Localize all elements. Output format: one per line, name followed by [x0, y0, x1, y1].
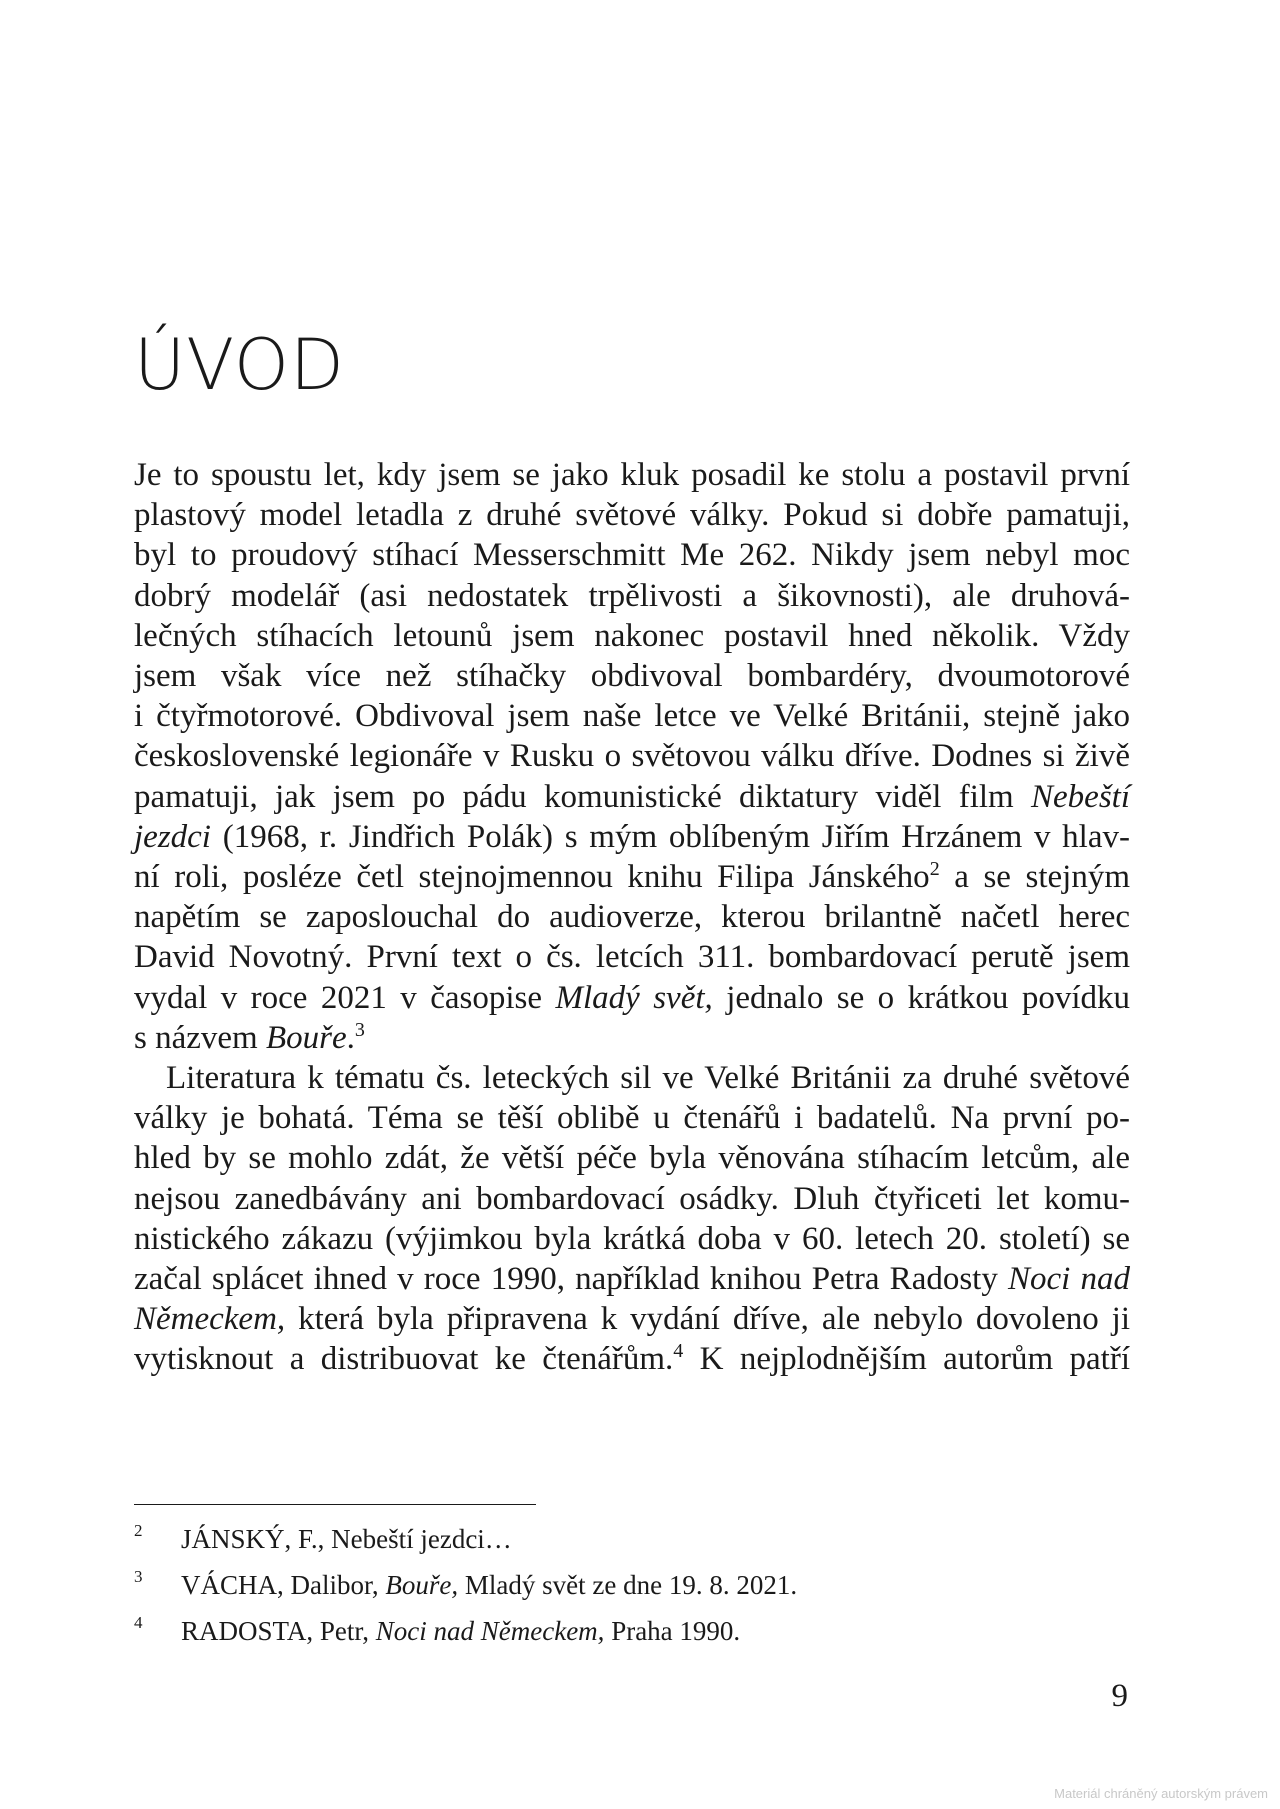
text-run: vydal v roce 2021 v časopise — [134, 979, 556, 1016]
text-line — [134, 1098, 1130, 1138]
text-run: K nejplodnějším autorům patří — [683, 1341, 1130, 1378]
text-run: dobrý modelář (asi nedostatek trpělivosti a šikovnosti), ale druhová- — [134, 577, 1130, 614]
footnote — [134, 1516, 1130, 1562]
text-line — [134, 1259, 1130, 1299]
text-line — [134, 1179, 1130, 1219]
text-run: hled by se mohlo zdát, že větší péče byla věnována stíhacím letcům, ale — [134, 1140, 1130, 1177]
text-run: nejsou zanedbávány ani bombardovací osádky. Dluh čtyřiceti let komu- — [134, 1180, 1130, 1217]
text-line — [134, 696, 1130, 736]
page-number: 9 — [1111, 1678, 1128, 1714]
text-run: lečných stíhacích letounů jsem nakonec postavil hned několik. Vždy — [134, 617, 1130, 654]
text-run: Literatura k tématu čs. leteckých sil ve Velké Británii za druhé světové — [166, 1060, 1130, 1097]
text-run: války je bohatá. Téma se těší oblibě u čtenářů i badatelů. Na první po- — [134, 1100, 1130, 1137]
text-run: pamatuji, jak jsem po pádu komunistické diktatury viděl film — [134, 778, 1032, 815]
text-line — [134, 937, 1130, 977]
text-line — [134, 1339, 1130, 1379]
text-line — [134, 1299, 1130, 1339]
footnote-number: 3 — [134, 1567, 143, 1586]
text-line — [134, 535, 1130, 575]
paragraph — [134, 1058, 1130, 1380]
text-run: která byla připravena k vydání dříve, ale nebylo dovoleno ji — [285, 1301, 1130, 1338]
text-run: VÁCHA, Dalibor, — [181, 1570, 386, 1600]
footnote-reference: 3 — [354, 1018, 365, 1041]
text-line — [134, 817, 1130, 857]
text-run: byl to proudový stíhací Messerschmitt Me 262. Nikdy jsem nebyl moc — [134, 537, 1130, 574]
text-run: Mladý svět ze dne 19. 8. 2021. — [458, 1570, 798, 1600]
footnote-number: 4 — [134, 1613, 143, 1632]
footnote — [134, 1562, 1130, 1608]
copyright-watermark: Materiál chráněný autorským právem — [1054, 1786, 1268, 1801]
text-line — [134, 897, 1130, 937]
text-run: napětím se zaposlouchal do audioverze, kterou brilantně načetl herec — [134, 899, 1130, 936]
text-line — [134, 576, 1130, 616]
text-run: RADOSTA, Petr, — [181, 1616, 376, 1646]
text-line — [134, 1058, 1130, 1098]
text-run: nistického zákazu (výjimkou byla krátká doba v 60. letech 20. století) se — [134, 1220, 1130, 1257]
text-line — [134, 1018, 1130, 1058]
footnote-reference: 4 — [673, 1340, 684, 1363]
footnote-reference: 2 — [929, 858, 940, 881]
paragraph — [134, 455, 1130, 1058]
text-run: i čtyřmotorové. Obdivoval jsem naše letce ve Velké Británii, stejně jako — [134, 698, 1130, 735]
italic-text: jezdci — [134, 818, 211, 855]
italic-text: Noci nad — [1008, 1261, 1130, 1298]
text-run: vytisknout a distribuovat ke čtenářům. — [134, 1341, 674, 1378]
text-line — [134, 978, 1130, 1018]
text-line — [134, 616, 1130, 656]
italic-text: Mladý svět, — [555, 979, 713, 1016]
footnote — [134, 1608, 1130, 1654]
footnotes — [134, 1516, 1130, 1654]
footnote-text — [181, 1608, 740, 1654]
italic-text: Německem, — [134, 1301, 286, 1338]
text-run: začal splácet ihned v roce 1990, například knihou Petra Radosty — [134, 1261, 1009, 1298]
text-line — [134, 777, 1130, 817]
chapter-title: ÚVOD — [134, 324, 345, 406]
italic-text: Nebeští — [1031, 778, 1130, 815]
text-run: JÁNSKÝ, F., Nebeští jezdci… — [181, 1524, 512, 1554]
text-line — [134, 455, 1130, 495]
text-line — [134, 656, 1130, 696]
italic-text: Noci nad Německem, — [375, 1616, 605, 1646]
text-run: československé legionáře v Rusku o světovou válku dříve. Dodnes si živě — [134, 738, 1130, 775]
text-run: Je to spoustu let, kdy jsem se jako kluk posadil ke stolu a postavil první — [134, 457, 1130, 493]
text-run: plastový model letadla z druhé světové války. Pokud si dobře pamatuji, — [134, 497, 1130, 534]
text-run: ní roli, posléze četl stejnojmennou knihu Filipa Jánského — [134, 859, 930, 896]
text-line — [134, 495, 1130, 535]
text-run: (1968, r. Jindřich Polák) s mým oblíbeným Jiřím Hrzánem v hlav- — [210, 818, 1130, 855]
body-text — [134, 455, 1130, 1380]
text-run: David Novotný. První text o čs. letcích 311. bombardovací perutě jsem — [134, 939, 1130, 976]
text-line — [134, 1138, 1130, 1178]
footnote-text — [181, 1516, 512, 1562]
text-line — [134, 857, 1130, 897]
text-run: jednalo se o krátkou povídku — [712, 979, 1131, 1016]
footnote-text — [181, 1562, 797, 1608]
text-run: jsem však více než stíhačky obdivoval bombardéry, dvoumotorové — [134, 658, 1130, 695]
italic-text: Bouře — [265, 1019, 347, 1056]
text-run: a se stejným — [939, 859, 1130, 896]
text-line — [134, 736, 1130, 776]
text-run: s názvem — [134, 1019, 266, 1056]
italic-text: Bouře, — [385, 1570, 459, 1600]
footnote-number: 2 — [134, 1521, 143, 1540]
text-line — [134, 1219, 1130, 1259]
text-run: Praha 1990. — [604, 1616, 741, 1646]
text-run: . — [346, 1019, 355, 1056]
footnote-separator — [134, 1504, 536, 1505]
